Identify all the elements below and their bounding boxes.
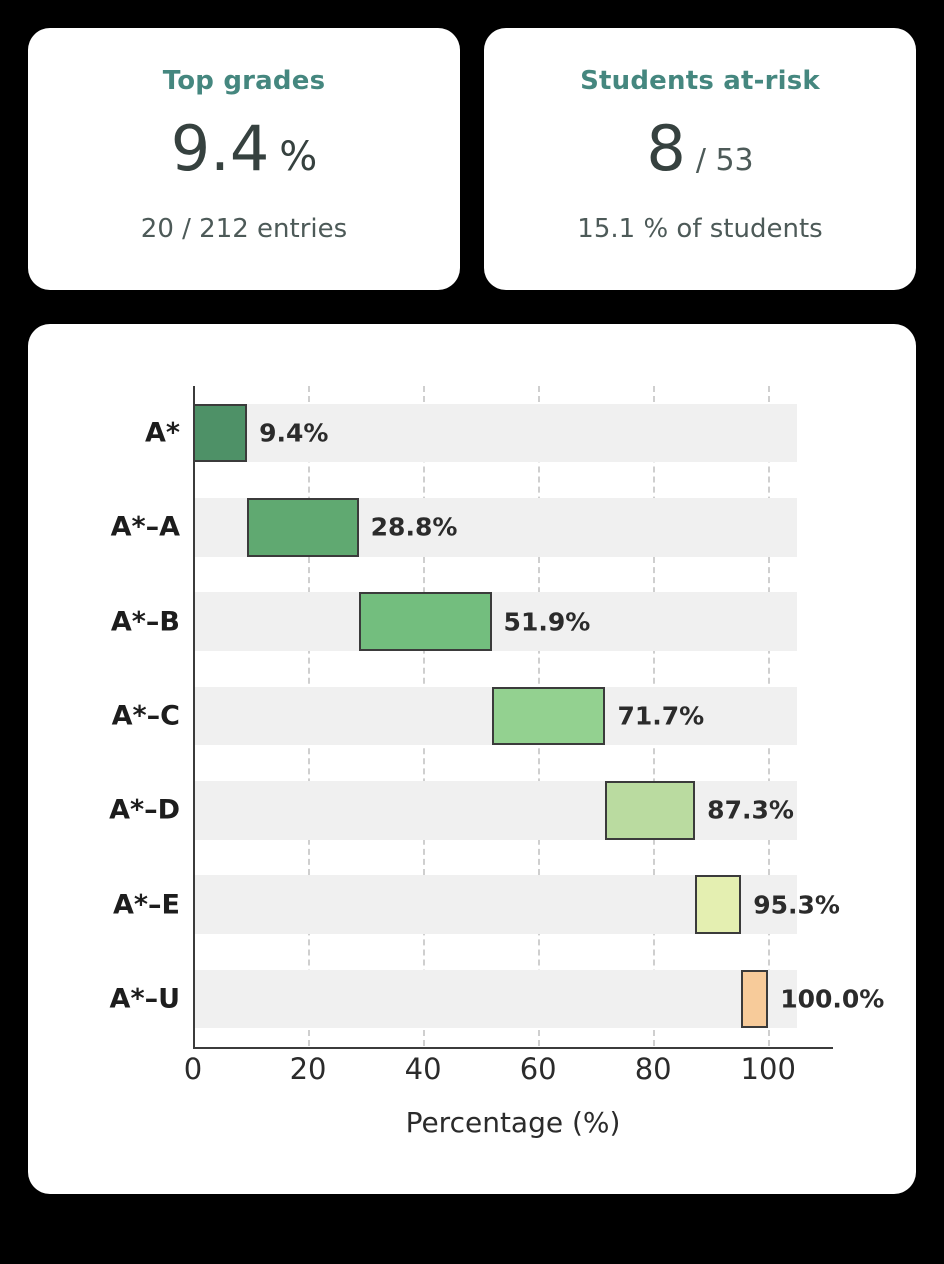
kpi-value: 8: [646, 112, 686, 185]
chart-bar-value-label: 71.7%: [617, 701, 705, 731]
chart-bar-value-label: 51.9%: [503, 607, 591, 637]
kpi-title: Students at-risk: [580, 66, 820, 96]
chart-bar[interactable]: [247, 498, 359, 556]
chart-category-label: A*–A: [110, 511, 180, 543]
kpi-unit: %: [279, 134, 318, 180]
chart-category-labels: [28, 386, 180, 1046]
kpi-value-group: [646, 112, 754, 185]
kpi-value: 9.4: [170, 112, 270, 185]
chart-bar-value-label: 9.4%: [259, 418, 329, 448]
cumulative-grade-chart-card: [28, 324, 916, 1194]
chart-bar[interactable]: [492, 687, 606, 745]
chart-bar-row: [193, 592, 797, 650]
kpi-card-top-grades: [28, 28, 460, 290]
chart-category-label: A*–U: [109, 983, 180, 1015]
chart-x-tick: 60: [519, 1052, 557, 1086]
kpi-subtext: 20 / 212 entries: [140, 214, 348, 244]
chart-x-tick: 40: [404, 1052, 442, 1086]
chart-x-tick: 20: [289, 1052, 327, 1086]
chart-category-label: A*: [144, 417, 180, 449]
chart-bar-row: [193, 687, 797, 745]
chart-bar-row: [193, 875, 797, 933]
chart-bar[interactable]: [359, 592, 492, 650]
chart-bars: [193, 386, 885, 1046]
chart-bar-value-label: 100.0%: [780, 984, 885, 1014]
chart-bar[interactable]: [605, 781, 695, 839]
chart-bar-value-label: 95.3%: [753, 890, 840, 920]
chart-x-tick: 80: [634, 1052, 672, 1086]
chart-category-label: A*–E: [113, 889, 180, 921]
chart-x-axis-label: Percentage (%): [405, 1106, 621, 1139]
chart-bar-track: [193, 592, 797, 650]
kpi-title: Top grades: [162, 66, 326, 96]
chart-category-label: A*–B: [110, 606, 180, 638]
kpi-value-denominator: / 53: [695, 143, 754, 178]
chart-bar-row: [193, 498, 797, 556]
chart-bar[interactable]: [193, 404, 247, 462]
chart-bar-track: [193, 970, 797, 1028]
chart-y-axis: [193, 386, 195, 1048]
kpi-value-group: [170, 112, 318, 185]
chart-bar[interactable]: [695, 875, 741, 933]
kpi-row: [28, 28, 916, 290]
chart-category-label: A*–D: [109, 794, 180, 826]
kpi-subtext: 15.1 % of students: [577, 214, 823, 244]
chart-bar-value-label: 87.3%: [707, 795, 794, 825]
chart-category-label: A*–C: [111, 700, 180, 732]
chart-x-tick: 0: [183, 1052, 203, 1086]
chart-x-tick: 100: [740, 1052, 796, 1086]
chart-bar-row: [193, 970, 797, 1028]
kpi-card-students-at-risk: [484, 28, 916, 290]
chart-bar[interactable]: [741, 970, 768, 1028]
chart-x-axis: [193, 1047, 833, 1049]
chart-plot-area: [28, 324, 916, 1194]
chart-bar-value-label: 28.8%: [370, 512, 458, 542]
